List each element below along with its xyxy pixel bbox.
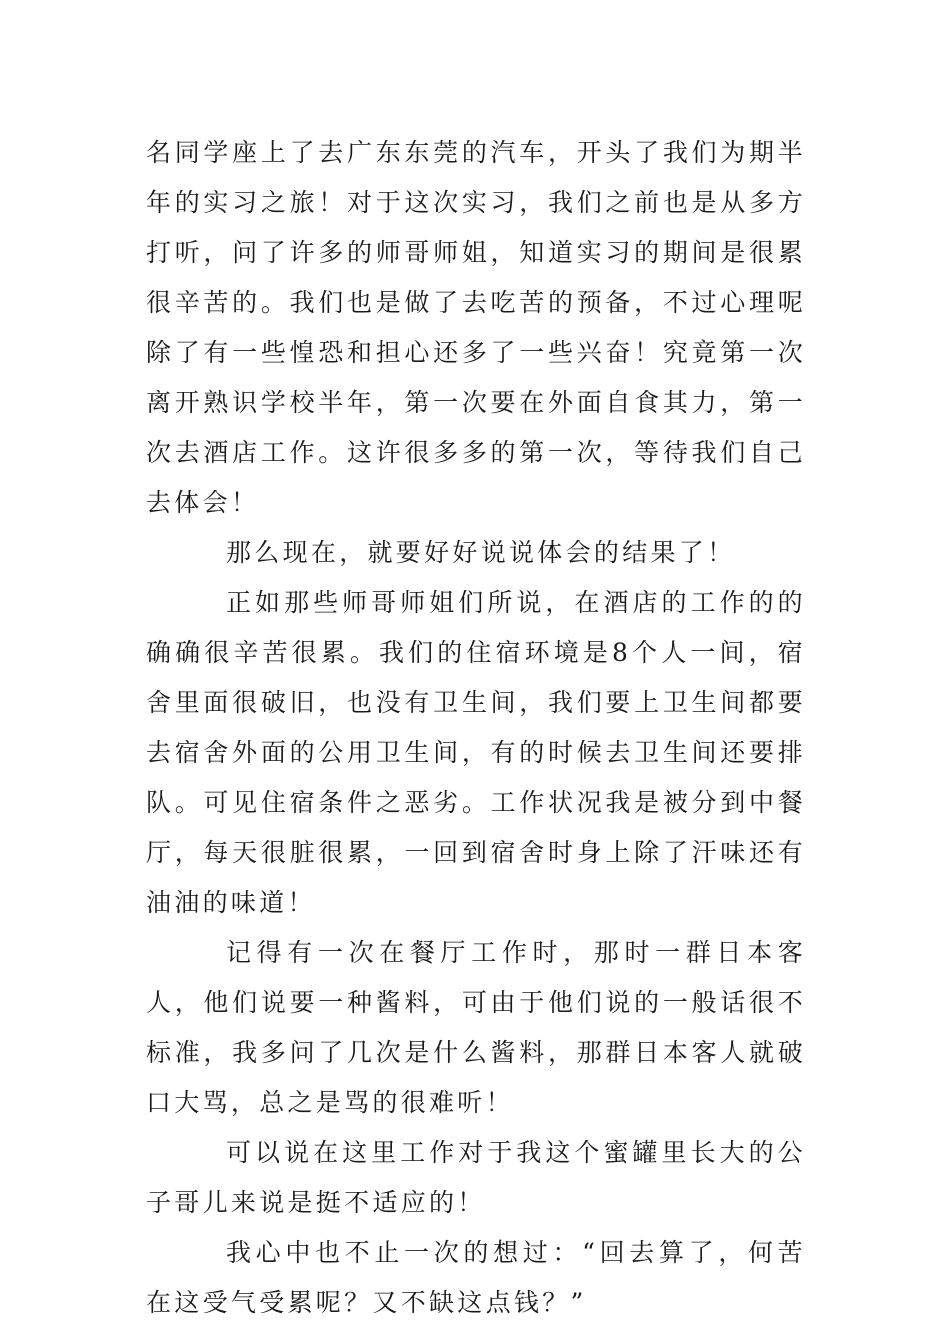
paragraph-3: 正如那些师哥师姐们所说，在酒店的工作的的确确很辛苦很累。我们的住宿环境是8个人一间，宿舍里面很破旧，也没有卫生间，我们要上卫生间都要去宿舍外面的公用卫生间，有的时候去卫生间还要排队。可见住宿条件之恶劣。工作状况我是被分到中餐厅，每天很脏很累，一回到宿舍时身上除了汗味还有油油的味道！ <box>146 588 806 917</box>
paragraph-2: 那么现在，就要好好说说体会的结果了！ <box>226 538 736 567</box>
paragraph-6: 我心中也不止一次的想过：“回去算了，何苦在这受气受累呢？又不缺这点钱？” <box>146 1238 806 1317</box>
document-body <box>146 128 806 1328</box>
paragraph-1: 名同学座上了去广东东莞的汽车，开头了我们为期半年的实习之旅！对于这次实习，我们之前也是从多方打听，问了许多的师哥师姐，知道实习的期间是很累很辛苦的。我们也是做了去吃苦的预备，不过心理呢除了有一些惶恐和担心还多了一些兴奋！究竟第一次离开熟识学校半年，第一次要在外面自食其力，第一次去酒店工作。这许很多多的第一次，等待我们自己去体会！ <box>146 138 806 517</box>
paragraph-4: 记得有一次在餐厅工作时，那时一群日本客人，他们说要一种酱料，可由于他们说的一般话很不标准，我多问了几次是什么酱料，那群日本客人就破口大骂，总之是骂的很难听！ <box>146 938 806 1117</box>
paragraph-5: 可以说在这里工作对于我这个蜜罐里长大的公子哥儿来说是挺不适应的！ <box>146 1138 806 1217</box>
